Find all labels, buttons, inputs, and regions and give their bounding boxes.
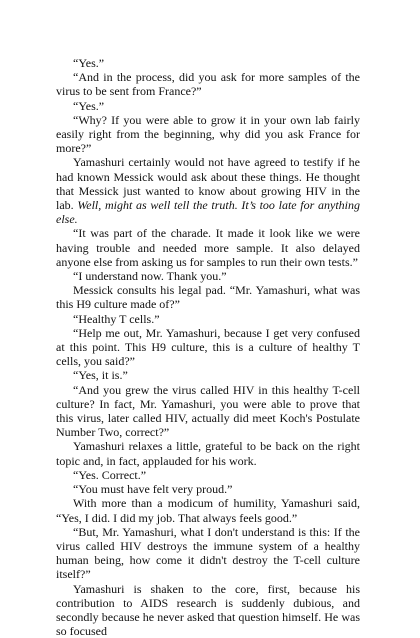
paragraph — [56, 439, 360, 467]
paragraph-text: “Yes.” — [73, 98, 105, 113]
paragraph-text: Yamashuri certainly would not have agreed to testify if he had known Messick would ask about these things. He thought that Messick just wanted to know about growing HIV in the lab. — [56, 155, 360, 213]
paragraph — [56, 383, 360, 440]
paragraph — [56, 155, 360, 226]
paragraph — [56, 226, 360, 269]
paragraph-text: With more than a modicum of humility, Yamashuri said, “Yes, I did. I did my job. That always feels good.” — [56, 496, 360, 525]
paragraph — [56, 496, 360, 524]
paragraph-text: “But, Mr. Yamashuri, what I don't understand is this: If the virus called HIV destroys the immune system of a healthy human being, how come it didn't destroy the T-cell culture itself?” — [56, 524, 360, 582]
paragraph-text: “And in the process, did you ask for more samples of the virus to be sent from France?” — [56, 70, 360, 99]
paragraph-text: Yamashuri is shaken to the core, first, because his contribution to AIDS research is suddenly dubious, and secondly because he never asked that question himself. He was so focused — [56, 581, 360, 638]
paragraph-text: Yamashuri relaxes a little, grateful to be back on the right topic and, in fact, applauded for his work. — [56, 439, 360, 468]
paragraph-text: “Help me out, Mr. Yamashuri, because I get very confused at this point. This H9 culture, this is a culture of healthy T cells, you said?” — [56, 325, 360, 369]
paragraph — [56, 99, 360, 113]
paragraph-text: “Yes, it is.” — [73, 368, 128, 383]
paragraph-text: “Why? If you were able to grow it in your own lab fairly easily right from the beginning, why did you ask France for more?” — [56, 112, 360, 156]
paragraph — [56, 312, 360, 326]
paragraph — [56, 326, 360, 369]
paragraph-text: “And you grew the virus called HIV in this healthy T-cell culture? In fact, Mr. Yamashuri, you were able to prove that this virus, later called HIV, actually did meet Koch's Postulate Number Two, correct?” — [56, 382, 360, 440]
paragraph — [56, 283, 360, 311]
paragraph — [56, 56, 360, 70]
paragraph — [56, 368, 360, 382]
paragraph — [56, 468, 360, 482]
paragraph-text: “Healthy T cells.” — [73, 311, 160, 326]
paragraph-text: “It was part of the charade. It made it look like we were having trouble and needed more sample. It also delayed anyone else from asking us for samples to run their own tests.” — [56, 226, 360, 269]
paragraph-text: “Yes.” — [73, 56, 105, 70]
paragraph — [56, 70, 360, 98]
paragraph-text: “You must have felt very proud.” — [73, 482, 233, 497]
paragraph — [56, 525, 360, 582]
paragraph-text: “I understand now. Thank you.” — [73, 269, 227, 284]
paragraph-italic-text: Well, might as well tell the truth. It’s too late for anything else. — [56, 198, 360, 227]
paragraph — [56, 482, 360, 496]
paragraph-text: Messick consults his legal pad. “Mr. Yamashuri, what was this H9 culture made of?” — [56, 283, 360, 312]
paragraph — [56, 113, 360, 156]
paragraph-text: “Yes. Correct.” — [73, 467, 147, 482]
book-page — [56, 56, 360, 638]
paragraph — [56, 269, 360, 283]
